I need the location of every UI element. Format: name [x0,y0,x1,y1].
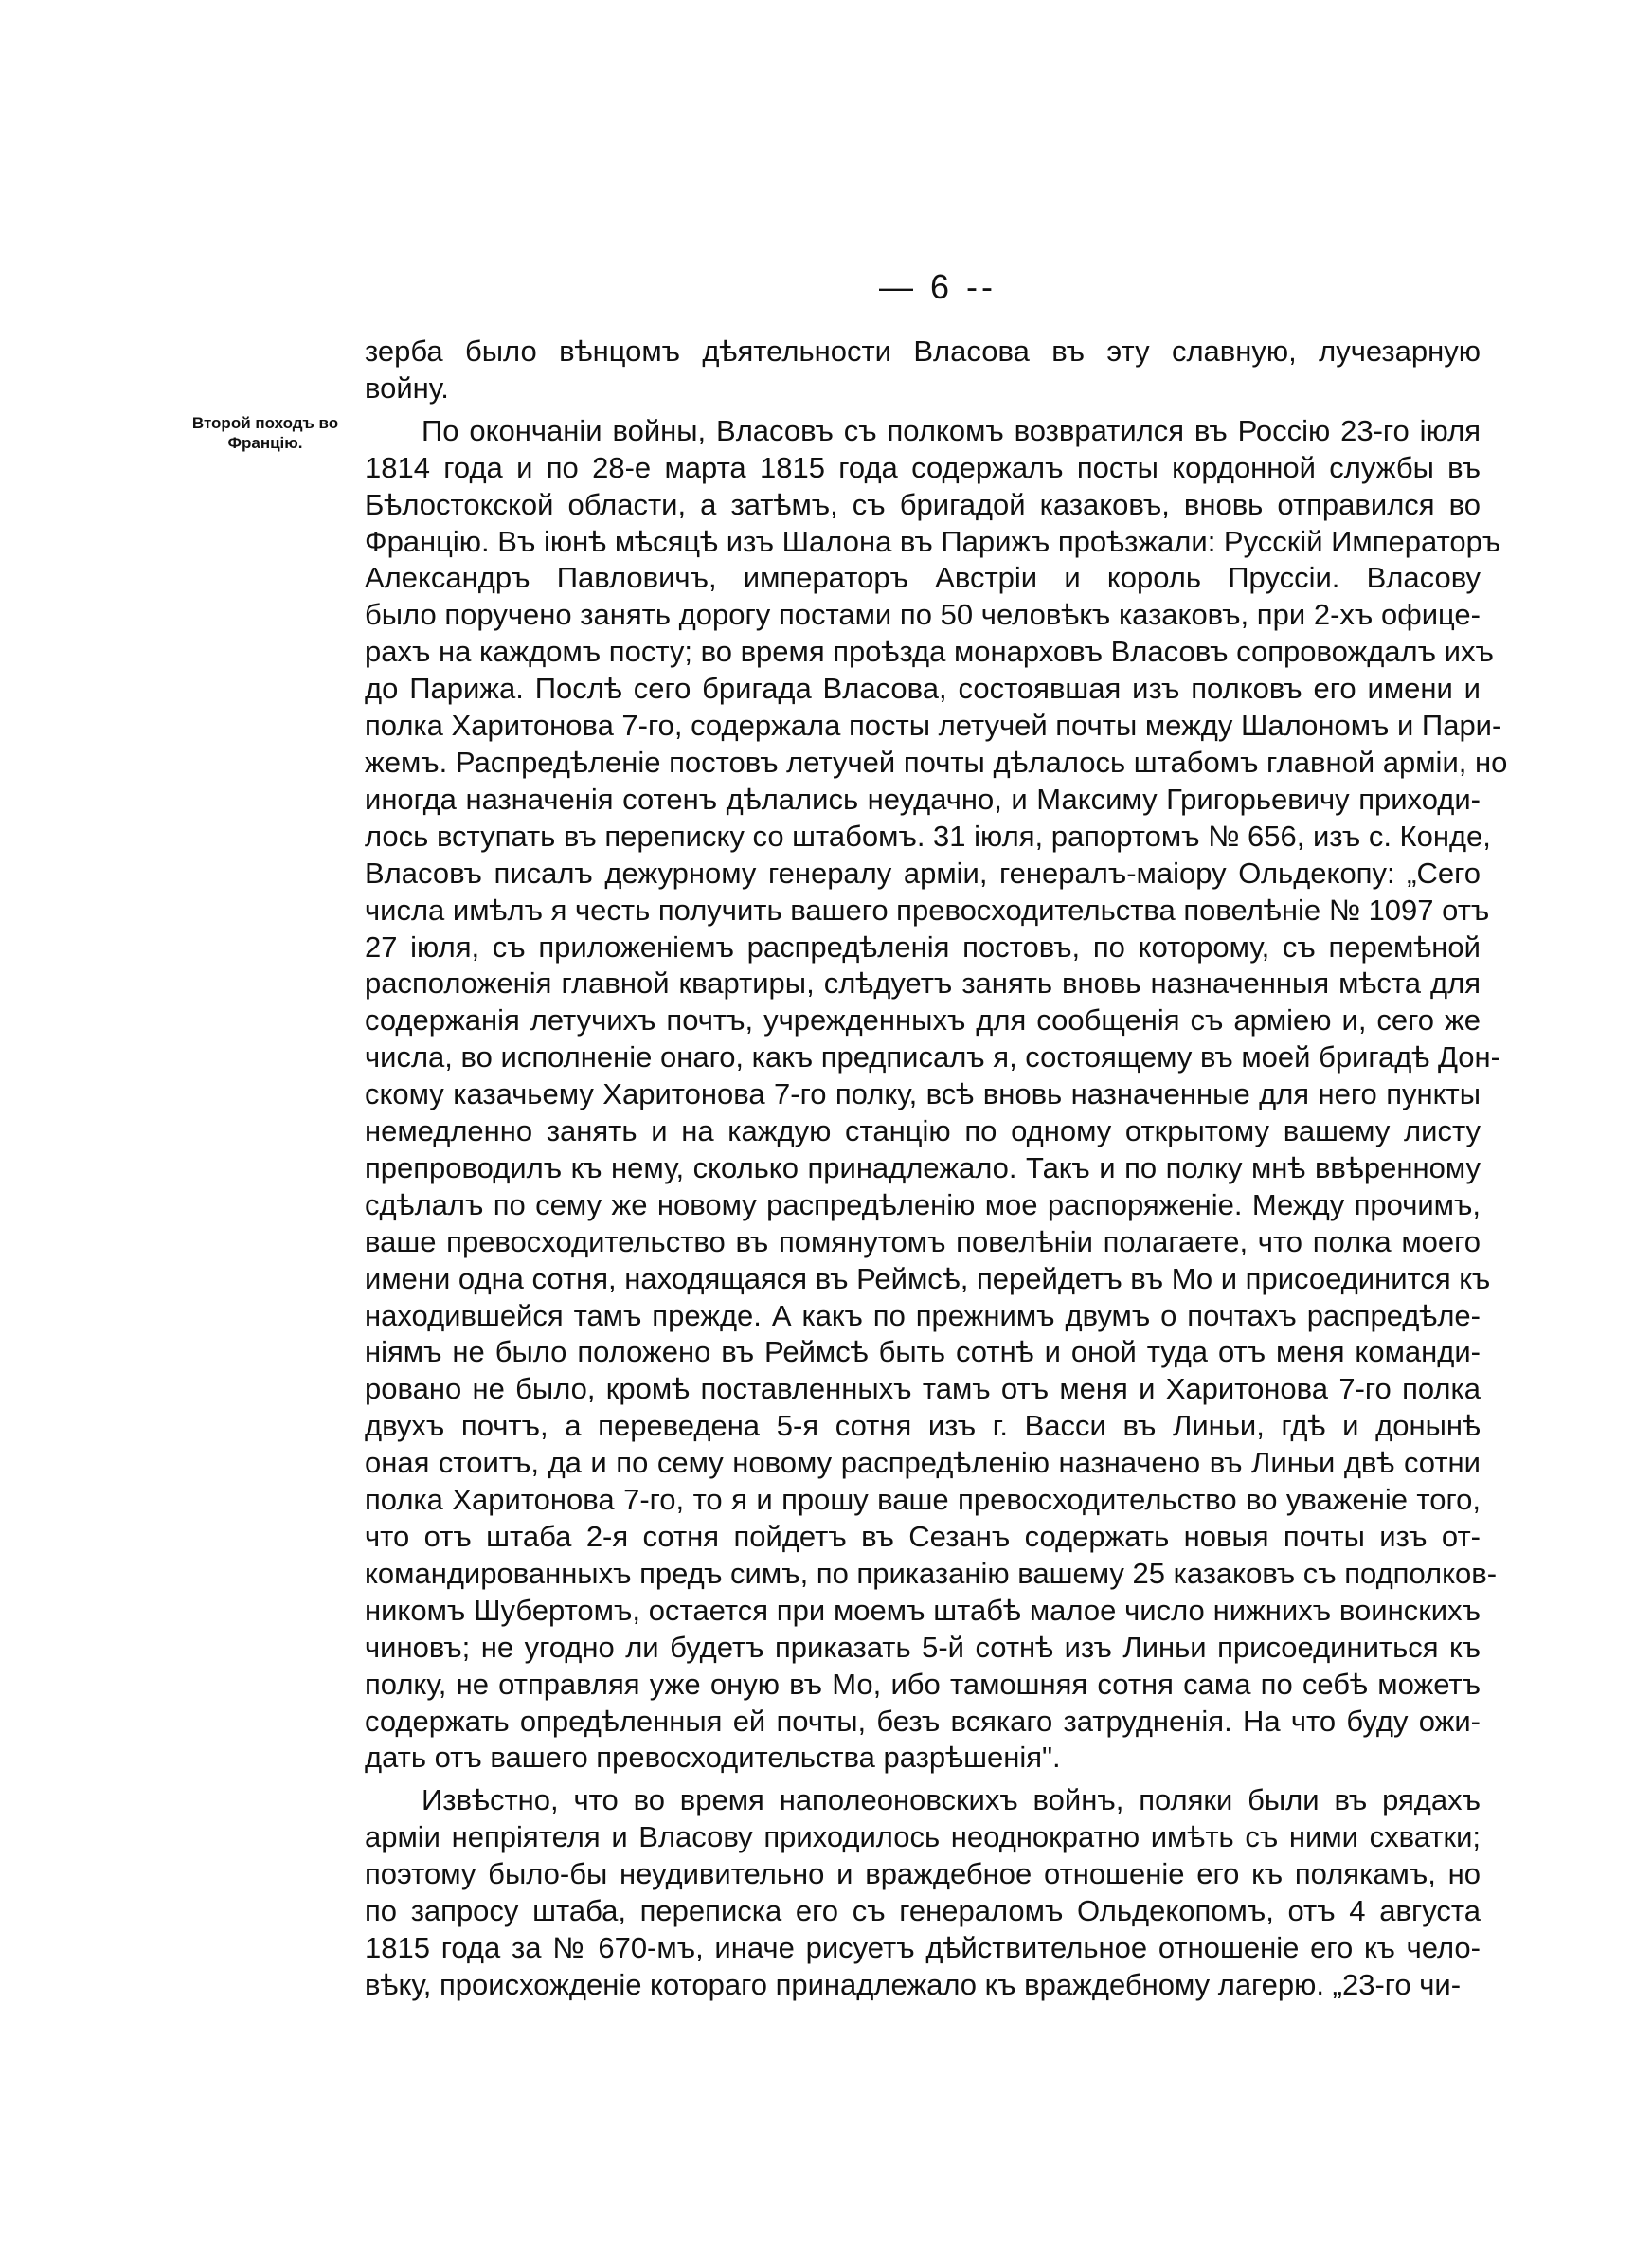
text-line: вѣку, происхожденіе котораго принадлежало къ враждебному лагерю. „23-го чи- [365,1967,1462,2001]
text-line: иногда назначенія сотенъ дѣлались неудачно, и Максиму Григорьевичу приходи- [365,782,1481,816]
text-line: 27 іюля, съ приложеніемъ распредѣленія постовъ, по которому, съ перемѣной [365,930,1481,964]
text-line: полка Харитонова 7-го, содержала посты летучей почты между Шалономъ и Пари- [365,709,1502,743]
body-text [365,334,1508,2004]
text-line: никомъ Шубертомъ, остается при моемъ штабѣ малое число нижнихъ воинскихъ [365,1593,1481,1627]
text-line: ніямъ не было положено въ Реймсѣ быть сотнѣ и оной туда отъ меня команди- [365,1335,1481,1369]
margin-note-line: Второй походъ во [191,414,339,432]
text-line: имени одна сотня, находящаяся въ Реймсѣ, перейдетъ въ Мо и присоединится къ [365,1261,1491,1295]
text-line: командированныхъ предъ симъ, по приказанію вашему 25 казаковъ съ подполков- [365,1556,1498,1590]
text-line: поэтому было-бы неудивительно и враждебное отношеніе его къ полякамъ, но [365,1857,1481,1891]
text-line: Францію. Въ іюнѣ мѣсяцѣ изъ Шалона въ Парижъ проѣзжали: Русскій Императоръ [365,524,1501,558]
page-number: — 6 -- [878,267,997,306]
paragraph [365,1782,1481,2003]
text-line: жемъ. Распредѣленіе постовъ летучей почты дѣлалось штабомъ главной арміи, но [365,745,1508,779]
text-line: полку, не отправляя уже оную въ Мо, ибо тамошняя сотня сама по себѣ можетъ [365,1667,1481,1701]
text-line: дать отъ вашего превосходительства разрѣшенія". [365,1741,1061,1775]
paragraph [365,334,1481,407]
text-line: расположенія главной квартиры, слѣдуетъ занять вновь назначенныя мѣста для [365,966,1481,1001]
text-line: скому казачьему Харитонова 7-го полку, всѣ вновь назначенные для него пункты [365,1077,1481,1111]
text-line: Бѣлостокской области, а затѣмъ, съ бригадой казаковъ, вновь отправился во [365,487,1481,521]
text-line: рахъ на каждомъ посту; во время проѣзда монарховъ Власовъ сопровождалъ ихъ [365,635,1494,669]
text-line: 1815 года за № 670-мъ, иначе рисуетъ дѣйствительное отношеніе его къ чело- [365,1930,1481,1964]
text-line: оная стоитъ, да и по сему новому распредѣленію назначено въ Линьи двѣ сотни [365,1446,1481,1480]
text-line: препроводилъ къ нему, сколько принадлежало. Такъ и по полку мнѣ ввѣренному [365,1150,1481,1184]
text-line: лось вступать въ переписку со штабомъ. 31 іюля, рапортомъ № 656, изъ с. Конде, [365,819,1491,853]
text-line: Извѣстно, что во время наполеоновскихъ войнъ, поляки были въ рядахъ [422,1783,1481,1817]
text-line: сдѣлалъ по сему же новому распредѣленію мое распоряженіе. Между прочимъ, [365,1187,1481,1221]
text-line: находившейся тамъ прежде. А какъ по прежнимъ двумъ о почтахъ распредѣле- [365,1298,1481,1332]
text-line: числа, во исполненіе онаго, какъ предписалъ я, состоящему въ моей бригадѣ Дон- [365,1040,1500,1074]
text-line: Александръ Павловичъ, императоръ Австріи и король Пруссіи. Власову [365,561,1481,595]
text-line: зерба было вѣнцомъ дѣятельности Власова въ эту славную, лучезарную [365,334,1481,368]
text-line: до Парижа. Послѣ сего бригада Власова, состоявшая изъ полковъ его имени и [365,672,1481,706]
text-line: полка Харитонова 7-го, то я и прошу ваше превосходительство во уваженіе того, [365,1483,1481,1517]
text-line: 1814 года и по 28-е марта 1815 года содержалъ посты кордонной службы въ [365,450,1481,484]
text-line: арміи непріятеля и Власову приходилось неоднократно имѣть съ ними схватки; [365,1820,1481,1854]
text-line: двухъ почтъ, а переведена 5-я сотня изъ г. Васси въ Линьи, гдѣ и донынѣ [365,1409,1481,1443]
text-line: По окончаніи войны, Власовъ съ полкомъ возвратился въ Россію 23-го іюля [422,413,1481,447]
text-line: по запросу штаба, переписка его съ генераломъ Ольдекопомъ, отъ 4 августа [365,1894,1481,1928]
text-line: Власовъ писалъ дежурному генералу арміи, генералъ-маіору Ольдекопу: „Сего [365,856,1481,890]
text-line: войну. [365,370,449,405]
text-line: содержать опредѣленныя ей почты, безъ всякаго затрудненія. На что буду ожи- [365,1704,1481,1738]
text-line: ваше превосходительство въ помянутомъ повелѣніи полагаете, что полка моего [365,1224,1481,1258]
text-line: что отъ штаба 2-я сотня пойдетъ въ Сезанъ содержать новыя почты изъ от- [365,1520,1481,1553]
text-line: ровано не было, кромѣ поставленныхъ тамъ отъ меня и Харитонова 7-го полка [365,1372,1481,1406]
text-line: чиновъ; не угодно ли будетъ приказать 5-й сотнѣ изъ Линьи присоединиться къ [365,1630,1481,1664]
paragraph [365,413,1508,1778]
text-line: числа имѣлъ я честь получить вашего превосходительства повелѣніе № 1097 отъ [365,893,1490,927]
margin-note [167,413,364,453]
text-line: было поручено занять дорогу постами по 50 человѣкъ казаковъ, при 2-хъ офице- [365,598,1481,632]
margin-note-line: Францію. [227,434,303,452]
text-line: немедленно занять и на каждую станцію по одному открытому вашему листу [365,1114,1481,1148]
text-line: содержанія летучихъ почтъ, учрежденныхъ для сообщенія съ арміею и, сего же [365,1003,1481,1038]
